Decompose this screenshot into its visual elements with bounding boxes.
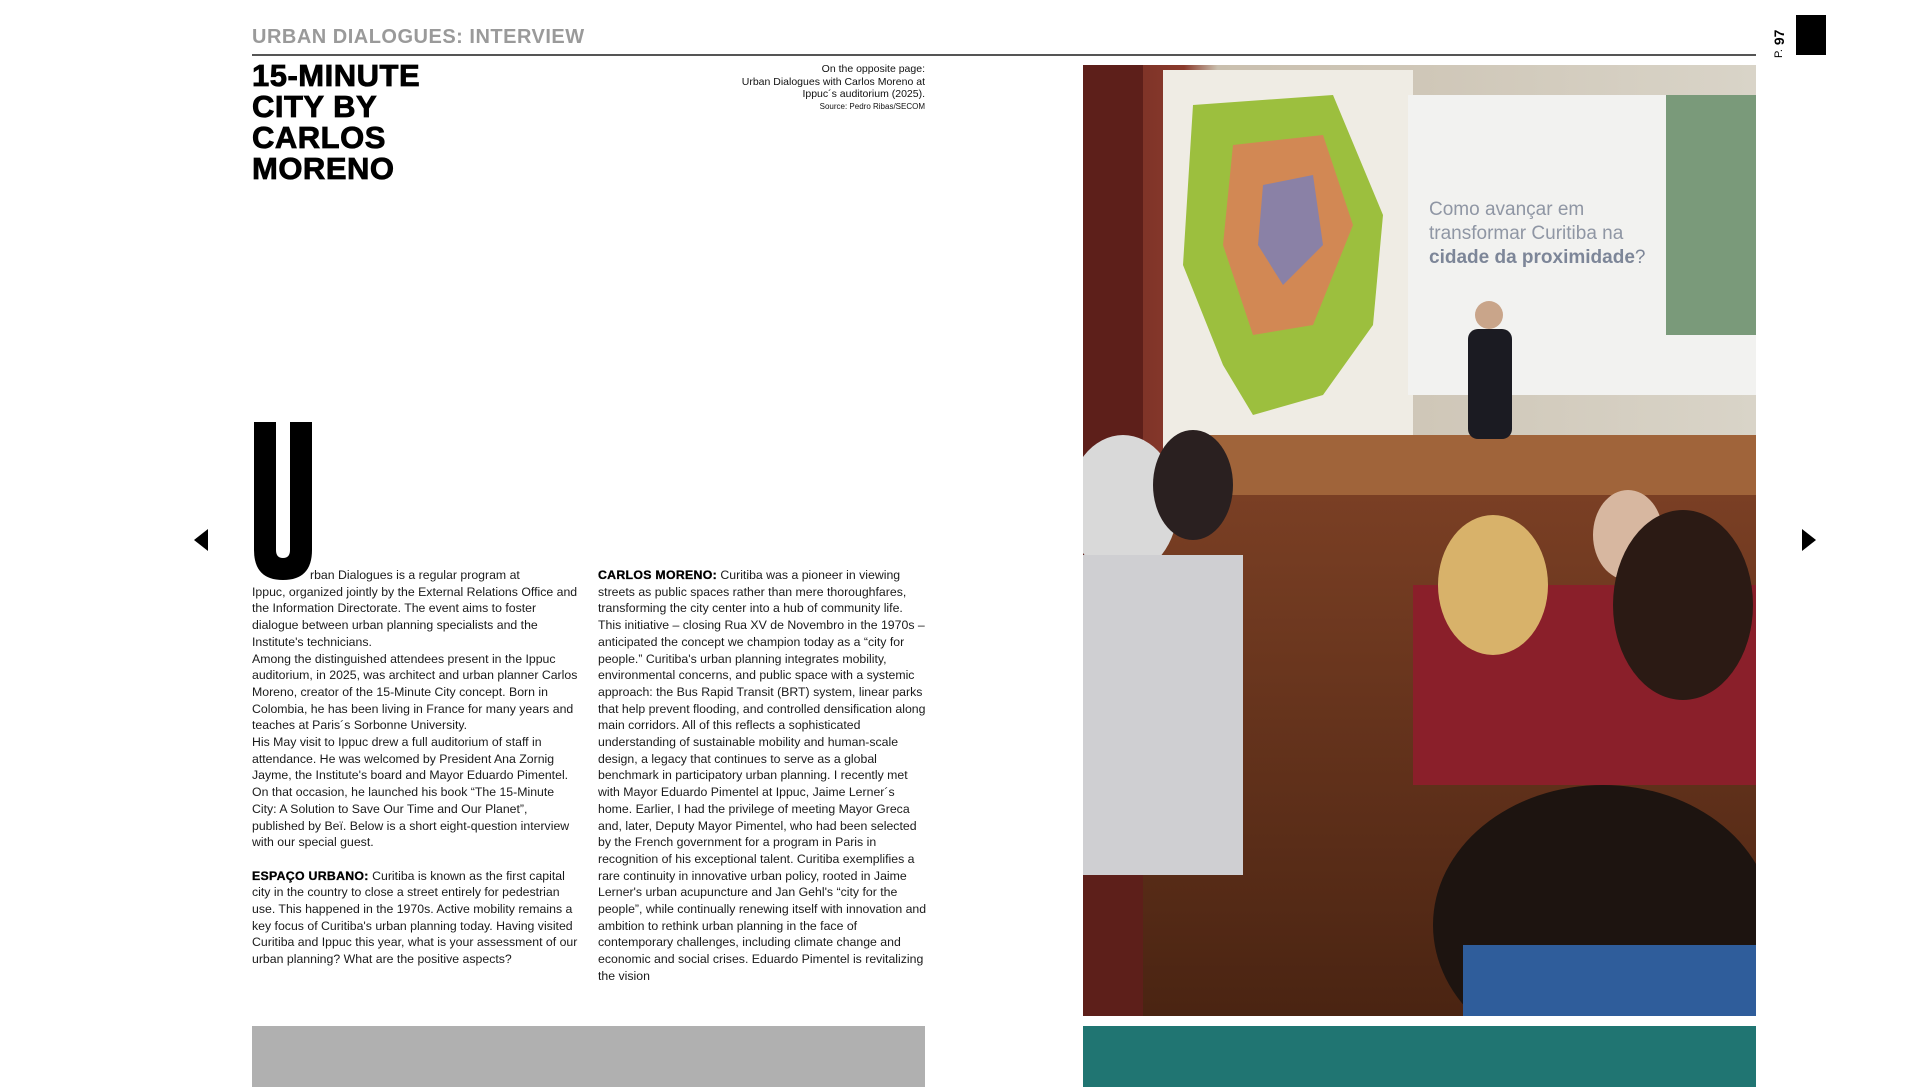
intro-rest: Ippuc, organized jointly by the External Relations Office and the Information Directorate. The event aims to foster dialogue between urban planning specialists and the Institute's technicians.: [252, 584, 578, 649]
slide-text-line: transformar Curitiba na: [1429, 223, 1624, 244]
intro-paragraph: [252, 567, 582, 651]
article-title: [252, 60, 420, 184]
caption-line: On the opposite page:: [821, 63, 925, 75]
title-line: CARLOS: [252, 120, 386, 155]
title-line: MORENO: [252, 151, 395, 186]
question-paragraph: [252, 868, 582, 968]
auditorium-photo: [1083, 65, 1756, 1016]
intro-first-line: rban Dialogues is a regular program at: [310, 568, 520, 582]
gray-footer-block: [252, 1026, 925, 1087]
speaker-label: ESPAÇO URBANO:: [252, 868, 369, 883]
paragraph: On that occasion, he launched his book “The 15-Minute City: A Solution to Save Our Time and Our Planet”, published by Beï. Below is a short eight-question interview with our special guest.: [252, 785, 570, 850]
teal-footer-block: [1083, 1026, 1756, 1087]
drop-cap-u: [254, 422, 312, 580]
caption-line: Urban Dialogues with Carlos Moreno at: [741, 75, 925, 88]
header-rule: [252, 54, 1756, 56]
page-prefix: P.: [1773, 49, 1785, 58]
caption-source: Source: Pedro Ribas/SECOM: [819, 101, 925, 111]
page-number: [1771, 14, 1791, 58]
page-tab-block: [1796, 15, 1826, 55]
answer-text: Curitiba was a pioneer in viewing streets as public spaces rather than mere thoroughfares, transforming the city center into a hub of community life. This initiative – closing Rua XV de Novembro in the 1970s – anticipated the concept we champion today as a “city for people.” Curitiba's urban planning integrates mobility, environmental concerns, and public space with a systemic approach: the Bus Rapid Transit (BRT) system, linear parks that help prevent flooding, and controlled densification along main corridors. All of this reflects a sophisticated understanding of sustainable mobility and human-scale design, a legacy that continues to serve as a global benchmark in participatory urban planning. I recently met with Mayor Eduardo Pimentel at Ippuc, Jaime Lerner´s home. Earlier, I had the privilege of meeting Mayor Greca and, later, Deputy Mayor Pimentel, who had been selected by the French government for a program in Paris in recognition of his exceptional talent. Curitiba exemplifies a rare continuity in innovative urban policy, rooted in Jaime Lerner's urban acupuncture and Jan Gehl's “city for the people”, while continually renewing itself with innovation and ambition to rethink urban planning in the face of contemporary challenges, including climate change and economic and social crises. Eduardo Pimentel is revitalizing the vision: [598, 568, 927, 983]
slide-text-line: Como avançar em: [1429, 199, 1585, 220]
title-line: 15-MINUTE: [252, 58, 421, 93]
section-label: URBAN DIALOGUES: INTERVIEW: [252, 26, 585, 48]
photo-illustration: [1083, 65, 1756, 1016]
photo-caption: [742, 63, 925, 112]
paragraph: Among the distinguished attendees present in the Ippuc auditorium, in 2025, was architect and urban planner Carlos Moreno, creator of the 15-Minute City concept. Born in Colombia, he has been living in France for many years and teaches at Paris´s Sorbonne University.: [252, 651, 578, 733]
speaker-label: CARLOS MORENO:: [598, 568, 717, 582]
caption-line: Ippuc´s auditorium (2025).: [802, 88, 925, 100]
question-text: Curitiba is known as the first capital city in the country to close a street entirely for pedestrian use. This happened in the 1970s. Active mobility remains a key focus of Curitiba's urban planning today. Having visited Curitiba and Ippuc this year, what is your assessment of our urban planning? What are the positive aspects?: [252, 868, 578, 967]
text-column-1: [252, 567, 582, 968]
text-column-2: [598, 567, 928, 985]
answer-paragraph: [598, 567, 928, 985]
title-line: CITY BY: [252, 89, 378, 124]
paragraph: His May visit to Ippuc drew a full auditorium of staff in attendance. He was welcomed by President Ana Zornig Jayme, the Institute's board and Mayor Eduardo Pimentel.: [252, 735, 569, 783]
slide-text-bold: cidade da proximidade?: [1429, 247, 1646, 268]
previous-page-arrow-icon[interactable]: [194, 529, 208, 551]
next-page-arrow-icon[interactable]: [1802, 529, 1816, 551]
page-number-value: 97: [1771, 29, 1787, 46]
